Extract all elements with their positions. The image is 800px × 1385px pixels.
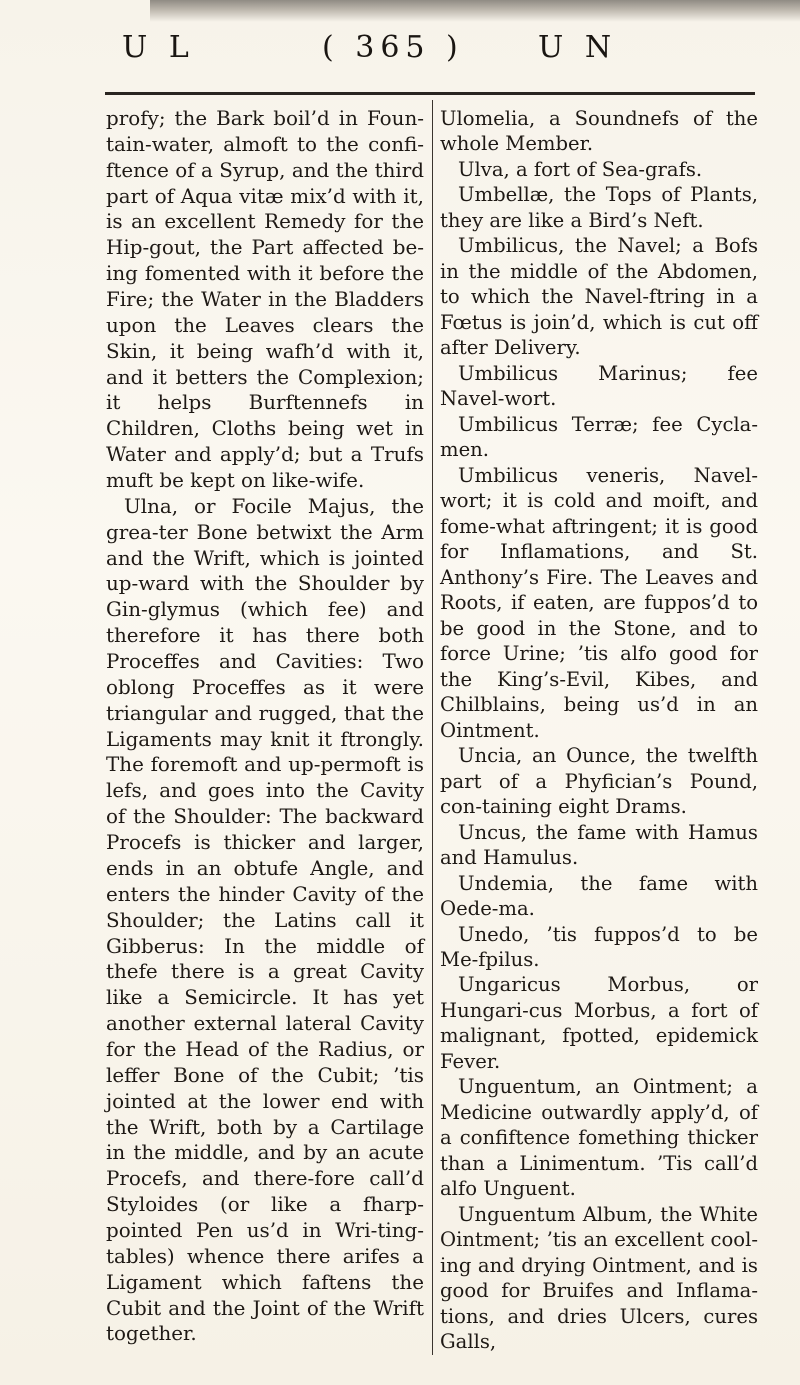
entry-umbilicus: Umbilicus, the Navel; a Bofs in the middle of the Abdomen, to which the Navel-ftring in a Fœtus is join’d, which is cut off after Delivery.: [440, 234, 758, 360]
entry-continuation: profy; the Bark boil’d in Foun-tain-water, almoft to the confi-ftence of a Syrup, and the third part of Aqua vitæ mix’d with it, is an excellent Remedy for the Hip-gout, the Part affected be-ing fomented with it before the Fire; the Water in the Bladders upon the Leaves clears the Skin, it being wafh’d with it, and it betters the Complexion; it helps Burftennefs in Children, Cloths being wet in Water and apply’d; but a Trufs muft be kept on like-wife.: [106, 107, 424, 493]
entry-ulomelia: Ulomelia, a Soundnefs of the whole Member.: [440, 107, 758, 156]
header-right: U N: [538, 30, 618, 65]
entry-ulva: Ulva, a fort of Sea-grafs.: [458, 157, 703, 181]
entry-undemia: Undemia, the fame with Oede-ma.: [440, 871, 758, 921]
page-number: ( 365 ): [322, 30, 464, 65]
header-left: U L: [122, 30, 195, 65]
entry-unguentum-album: Unguentum Album, the White Ointment; ’tis an excellent cool-ing and drying Ointment, and is good for Bruifes and Inflama-tions, and dries Ulcers, cures Galls,: [440, 1202, 758, 1354]
entry-uncus: Uncus, the fame with Hamus and Hamulus.: [440, 820, 758, 870]
entry-unedo: Unedo, ’tis fuppos’d to be Me-fpilus.: [440, 922, 758, 971]
right-column: [440, 106, 758, 1355]
running-header: [0, 24, 800, 68]
column-divider: [432, 100, 433, 1355]
entry-umbilicus-marinus: Umbilicus Marinus; fee Navel-wort.: [440, 361, 758, 411]
entry-unguentum: Unguentum, an Ointment; a Medicine outwardly apply’d, of a confiftence fomething thicker than a Linimentum. ’Tis call’d alfo Unguent.: [440, 1075, 758, 1201]
header-rule: [105, 92, 755, 95]
entry-umbellae: Umbellæ, the Tops of Plants, they are like a Bird’s Neft.: [440, 183, 758, 232]
entry-uncia: Uncia, an Ounce, the twelfth part of a Phyfician’s Pound, con-taining eight Drams.: [440, 744, 758, 819]
page-edge-shadow: [150, 0, 800, 22]
entry-umbilicus-terrae: Umbilicus Terræ; fee Cycla-men.: [440, 412, 758, 462]
left-column: [106, 106, 424, 1347]
entry-ungaricus-morbus: Ungaricus Morbus, or Hungari-cus Morbus, a fort of malignant, fpotted, epidemick Fever.: [440, 973, 758, 1073]
entry-ulna: Ulna, or Focile Majus, the grea-ter Bone betwixt the Arm and the Wrift, which is jointed up-ward with the Shoulder by Gin-glymus (which fee) and therefore it has there both Proceffes and Cavities: Two oblong Proceffes as it were triangular and rugged, that the Ligaments may knit it ftrongly. The foremoft and up-permoft is lefs, and goes into the Cavity of the Shoulder: The backward Procefs is thicker and larger, ends in an obtufe Angle, and enters the hinder Cavity of the Shoulder; the Latins call it Gibberus: In the middle of thefe there is a great Cavity like a Semicircle. It has yet another external lateral Cavity for the Head of the Radius, or leffer Bone of the Cubit; ’tis jointed at the lower end with the Wrift, both by a Cartilage in the middle, and by an acute Procefs, and there-fore call’d Styloides (or like a fharp-pointed Pen us’d in Wri-ting-tables) whence there arifes a Ligament which faftens the Cubit and the Joint of the Wrift together.: [106, 494, 424, 1346]
entry-umbilicus-veneris: Umbilicus veneris, Navel-wort; it is cold and moift, and fome-what aftringent; it is good for Inflamations, and St. Anthony’s Fire. The Leaves and Roots, if eaten, are fuppos’d to be good in the Stone, and to force Urine; ’tis alfo good for the King’s-Evil, Kibes, and Chilblains, being us’d in an Ointment.: [440, 463, 758, 742]
